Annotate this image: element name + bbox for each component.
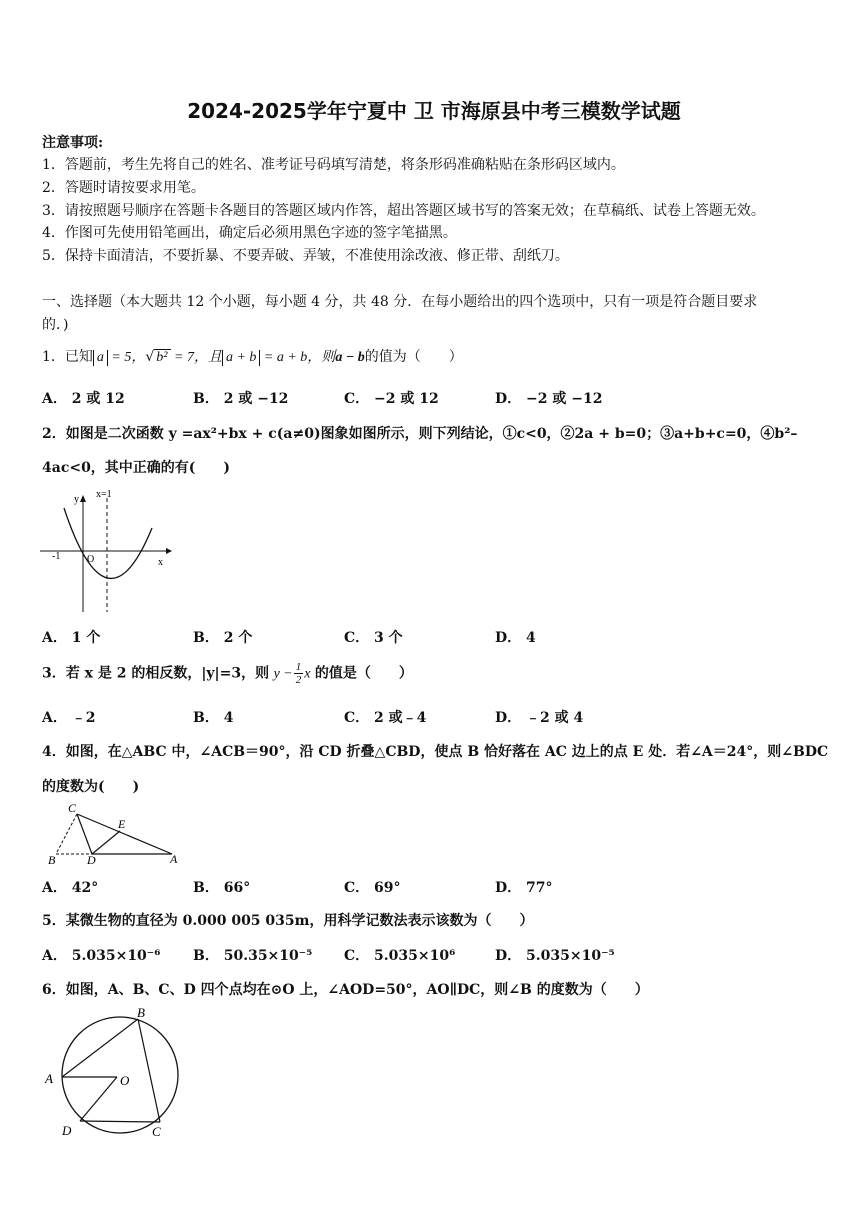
- q4-option-a: A． 42°: [42, 880, 99, 896]
- section-heading: 一、选择题（本大题共 12 个小题，每小题 4 分，共 48 分．在每小题给出的四个选项中，只有一项是符合题目要求: [42, 294, 758, 310]
- notice-heading: 注意事项:: [42, 135, 104, 151]
- notice-item: 4．作图可先使用铅笔画出，确定后必须用黑色字迹的签字笔描黑。: [42, 225, 457, 241]
- question-1: [42, 346, 463, 366]
- q1-target: a − b: [335, 350, 365, 365]
- segment-AB: [62, 1019, 138, 1077]
- parabola-curve: [64, 508, 152, 578]
- question-6: 6．如图，A、B、C、D 四个点均在⊙O 上，∠AOD=50°，AO∥DC，则∠B 的度数为（ ）: [42, 982, 649, 998]
- q1-eq-ab: = a + b，则: [260, 350, 336, 365]
- q2-option-b: B． 2 个: [193, 630, 253, 646]
- q3-suffix: 的值是（ ）: [314, 665, 413, 682]
- symmetry-label: x=1: [96, 489, 112, 500]
- q1-sqrt-sign: √: [145, 349, 155, 365]
- q3-option-b: B． 4: [193, 710, 234, 726]
- question-4-cont: 的度数为( ): [42, 779, 140, 795]
- segment-OD: [80, 1077, 117, 1121]
- x-axis-arrow: [166, 548, 172, 554]
- question-2: 2．如图是二次函数 y =ax²+bx + c(a≠0)图象如图所示，则下列结论，①c<0，②2a + b=0；③a+b+c=0，④b²–: [42, 426, 798, 442]
- label-E: E: [118, 817, 126, 831]
- minus-one-label: -1: [52, 551, 61, 562]
- q5-option-c: C． 5.035×10⁶: [344, 948, 456, 964]
- q4-option-b: B． 66°: [193, 880, 251, 896]
- q3-option-d: D． ﹣2 或 4: [495, 710, 584, 726]
- label-C: C: [68, 801, 77, 815]
- q2-parabola-figure: [38, 488, 173, 616]
- q3-prefix: 3．若 x 是 2 的相反数，|y|=3，则: [42, 665, 270, 682]
- section-heading-cont: 的．): [42, 317, 69, 333]
- q3-option-a: A． ﹣2: [42, 710, 96, 726]
- q1-option-a: A． 2 或 12: [42, 391, 125, 407]
- q2-option-a: A． 1 个: [42, 630, 101, 646]
- label-A: A: [170, 852, 178, 866]
- y-axis-label: y: [74, 494, 79, 505]
- q1-prefix: 1．已知: [42, 349, 93, 365]
- label-D: D: [87, 853, 96, 866]
- origin-label: O: [87, 554, 95, 565]
- segment-BC: [138, 1019, 160, 1122]
- label-A: A: [45, 1071, 53, 1086]
- q1-eq5: = 5，: [107, 350, 146, 365]
- q2-option-c: C． 3 个: [344, 630, 403, 646]
- label-B: B: [137, 1005, 145, 1020]
- q3-expr-y: y −: [273, 666, 293, 682]
- notice-item: 2．答题时请按要求用笔。: [42, 180, 205, 196]
- notice-item: 5．保持卡面清洁，不要折暴、不要弄破、弄皱，不准使用涂改液、修正带、刮纸刀。: [42, 248, 569, 264]
- question-3: [42, 661, 413, 686]
- q4-triangle-figure: [44, 800, 184, 866]
- q1-option-b: B． 2 或 −12: [193, 391, 289, 407]
- q1-suffix: 的值为（ ）: [364, 349, 463, 365]
- segment-DC: [80, 1121, 160, 1122]
- question-5: 5．某微生物的直径为 0.000 005 035m，用科学记数法表示该数为（ ）: [42, 913, 534, 929]
- q1-option-c: C． −2 或 12: [344, 391, 439, 407]
- label-D: D: [62, 1123, 72, 1138]
- q5-option-b: B． 50.35×10⁻⁵: [193, 948, 313, 964]
- q3-expr-x: x: [304, 666, 311, 682]
- page-title: 2024-2025学年宁夏中 卫 市海原县中考三模数学试题: [187, 99, 681, 123]
- q3-option-c: C． 2 或﹣4: [344, 710, 427, 726]
- question-4: 4．如图，在△ABC 中，∠ACB＝90°，沿 CD 折叠△CBD，使点 B 恰好落在 AC 边上的点 E 处．若∠A＝24°，则∠BDC: [42, 744, 829, 760]
- y-axis-arrow: [80, 495, 86, 502]
- q2-option-d: D． 4: [495, 630, 536, 646]
- q1-option-d: D． −2 或 −12: [495, 391, 603, 407]
- q4-option-d: D． 77°: [495, 880, 553, 896]
- q1-abs-ab: a + b: [222, 350, 260, 366]
- q6-circle-figure: [42, 1005, 182, 1140]
- label-B: B: [48, 853, 56, 866]
- q4-option-c: C． 69°: [344, 880, 401, 896]
- q1-abs-a: a: [93, 350, 108, 366]
- notice-item: 3．请按照题号顺序在答题卡各题目的答题区域内作答，超出答题区域书写的答案无效；在草稿纸、试卷上答题无效。: [42, 203, 765, 219]
- segment-CB-dashed: [56, 814, 77, 854]
- x-axis-label: x: [158, 557, 163, 568]
- segment-DE: [92, 831, 120, 854]
- q5-option-d: D． 5.035×10⁻⁵: [495, 948, 615, 964]
- q5-option-a: A． 5.035×10⁻⁶: [42, 948, 161, 964]
- q1-eq7: = 7，且: [170, 350, 222, 365]
- q3-fraction: $\frac{1}{2}$: [295, 661, 302, 686]
- q1-sqrt-b2: b²: [154, 349, 170, 366]
- label-C: C: [152, 1124, 161, 1139]
- notice-item: 1．答题前，考生先将自己的姓名、准考证号码填写清楚，将条形码准确粘贴在条形码区域内。: [42, 157, 625, 173]
- question-2-cont: 4ac<0，其中正确的有( ): [42, 460, 231, 476]
- label-O: O: [120, 1073, 130, 1088]
